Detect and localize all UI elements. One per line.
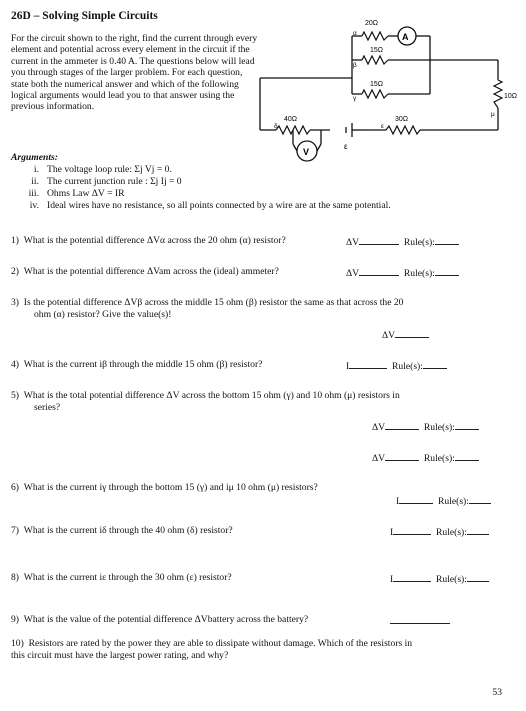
q3-answer-blank[interactable] bbox=[395, 328, 429, 338]
q9-answer-blank[interactable] bbox=[390, 614, 450, 624]
q8-answer: I Rule(s): bbox=[390, 572, 489, 585]
q2-answer-blank[interactable] bbox=[359, 266, 399, 276]
q7-answer: I Rule(s): bbox=[390, 525, 489, 538]
argument-ii: ii. The current junction rule : Σj Ij = 0 bbox=[31, 176, 182, 187]
question-2: 2) What is the potential difference ΔVam across the (ideal) ammeter? bbox=[11, 266, 279, 277]
r-alpha-label: 20Ω bbox=[365, 20, 379, 27]
q6-rule-blank[interactable] bbox=[469, 494, 491, 504]
question-9: 9) What is the value of the potential difference ΔVbattery across the battery? bbox=[11, 614, 309, 625]
question-8: 8) What is the current iε through the 30 ohm (ε) resistor? bbox=[11, 572, 232, 583]
ammeter-label: A bbox=[402, 32, 409, 42]
question-10: 10) Resistors are rated by the power they are able to dissipate without damage. Which of the resistors in this circuit must have the largest power rating, and why? bbox=[11, 638, 413, 661]
question-5: 5) What is the total potential difference ΔV across the bottom 15 ohm (γ) and 10 ohm (μ) resistors in series? bbox=[11, 390, 400, 413]
battery-symbol: ε bbox=[344, 142, 348, 151]
q7-rule-blank[interactable] bbox=[467, 525, 489, 535]
q5-answer-blank-2[interactable] bbox=[385, 451, 419, 461]
r-gamma-symbol: γ bbox=[353, 95, 357, 102]
q5-rule-blank-2[interactable] bbox=[455, 451, 479, 461]
q5-answer-1: ΔV Rule(s): bbox=[372, 420, 479, 433]
r-mu-label: 10Ω bbox=[504, 93, 518, 100]
q7-answer-blank[interactable] bbox=[393, 525, 431, 535]
resistor-epsilon bbox=[386, 126, 420, 134]
q2-answer: ΔV Rule(s): bbox=[346, 266, 459, 279]
r-eps-symbol: ε bbox=[381, 123, 384, 130]
q5-answer-2: ΔV Rule(s): bbox=[372, 451, 479, 464]
resistor-beta bbox=[362, 56, 388, 64]
question-7: 7) What is the current iδ through the 40 ohm (δ) resistor? bbox=[11, 525, 233, 536]
r-eps-label: 30Ω bbox=[395, 116, 409, 123]
q1-rule-blank[interactable] bbox=[435, 235, 459, 245]
page-title: 26D – Solving Simple Circuits bbox=[11, 10, 158, 22]
r-gamma-label: 15Ω bbox=[370, 81, 384, 88]
voltmeter-label: V bbox=[303, 147, 310, 157]
resistor-mu bbox=[494, 80, 502, 108]
r-beta-symbol: β bbox=[353, 62, 357, 69]
q4-answer: I Rule(s): bbox=[346, 359, 447, 372]
argument-iii: iii. Ohms Law ΔV = IR bbox=[28, 188, 125, 199]
resistor-gamma bbox=[362, 90, 388, 98]
q6-answer-blank[interactable] bbox=[399, 494, 433, 504]
page-number: 53 bbox=[492, 687, 502, 698]
q9-answer bbox=[390, 614, 450, 627]
q8-rule-blank[interactable] bbox=[467, 572, 489, 582]
q1-answer-blank[interactable] bbox=[359, 235, 399, 245]
argument-i: i. The voltage loop rule: Σj Vj = 0. bbox=[33, 164, 172, 175]
r-delta-symbol: δ bbox=[274, 123, 278, 130]
q2-rule-blank[interactable] bbox=[435, 266, 459, 276]
q4-answer-blank[interactable] bbox=[349, 359, 387, 369]
r-beta-label: 15Ω bbox=[370, 47, 384, 54]
question-4: 4) What is the current iβ through the middle 15 ohm (β) resistor? bbox=[11, 359, 263, 370]
q8-answer-blank[interactable] bbox=[393, 572, 431, 582]
q3-answer: ΔV bbox=[382, 328, 429, 341]
arguments-heading: Arguments: bbox=[11, 152, 58, 163]
question-6: 6) What is the current iγ through the bottom 15 (γ) and iμ 10 ohm (μ) resistors? bbox=[11, 482, 318, 493]
intro-paragraph: For the circuit shown to the right, find the current through every element and potential across every element in the circuit if the current in the ammeter is 0.40 A. The questions below will lead you through stages of the larger problem. For each question, state both the numerical answer and which of the following logical arguments would lead you to that answer using the previous information. bbox=[11, 33, 258, 113]
q6-answer: I Rule(s): bbox=[396, 494, 491, 507]
resistor-alpha bbox=[362, 32, 388, 40]
circuit-diagram bbox=[240, 8, 526, 178]
argument-iv: iv. Ideal wires have no resistance, so all points connected by a wire are at the same potential. bbox=[29, 200, 391, 211]
r-alpha-symbol: α bbox=[353, 30, 357, 37]
q5-rule-blank-1[interactable] bbox=[455, 420, 479, 430]
r-delta-label: 40Ω bbox=[284, 116, 298, 123]
question-1: 1) What is the potential difference ΔVα across the 20 ohm (α) resistor? bbox=[11, 235, 286, 246]
q4-rule-blank[interactable] bbox=[423, 359, 447, 369]
q1-answer: ΔV Rule(s): bbox=[346, 235, 459, 248]
question-3: 3) Is the potential difference ΔVβ across the middle 15 ohm (β) resistor the same as that across the 20 ohm (α) resistor? Give the value(s)! bbox=[11, 297, 404, 320]
r-mu-symbol: μ bbox=[491, 111, 495, 118]
q5-answer-blank-1[interactable] bbox=[385, 420, 419, 430]
